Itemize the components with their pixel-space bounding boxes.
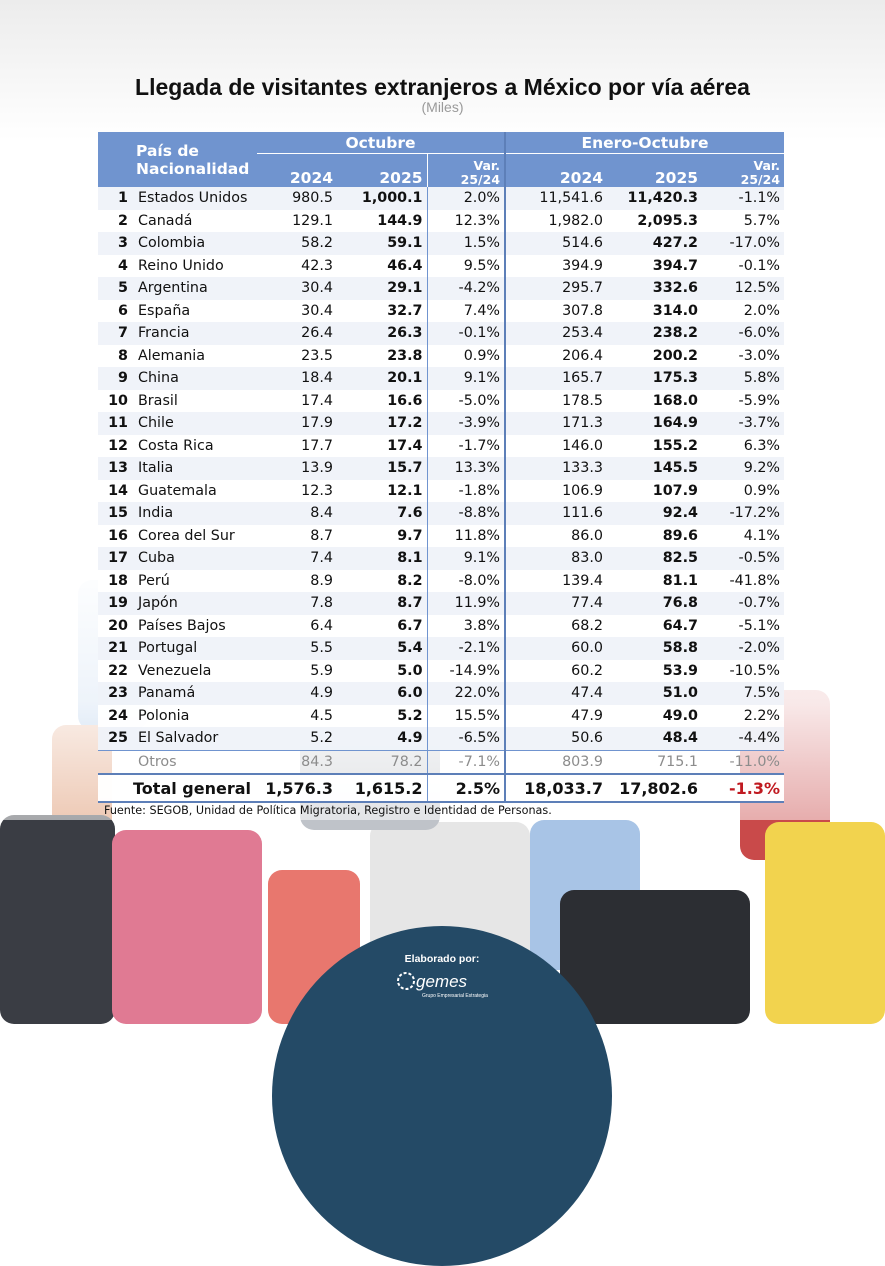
- cell-ytd-2024: 60.0: [505, 637, 607, 660]
- cell-country: Cuba: [134, 547, 257, 570]
- cell-rank: 21: [98, 637, 134, 660]
- cell-oct-var: -1.7%: [427, 435, 505, 458]
- cell-oct-var: 15.5%: [427, 705, 505, 728]
- cell-ytd-2025: 2,095.3: [607, 210, 702, 233]
- cell-ytd-2025: 394.7: [607, 255, 702, 278]
- table-row: [98, 300, 784, 323]
- otros-label: Otros: [134, 750, 257, 774]
- cell-ytd-var: -3.0%: [702, 345, 784, 368]
- cell-rank: 4: [98, 255, 134, 278]
- cell-oct-var: -14.9%: [427, 660, 505, 683]
- cell-ytd-var: 9.2%: [702, 457, 784, 480]
- otros-ytd-var: -11.0%: [702, 750, 784, 774]
- cell-ytd-var: 4.1%: [702, 525, 784, 548]
- cell-ytd-2024: 86.0: [505, 525, 607, 548]
- cell-oct-var: -4.2%: [427, 277, 505, 300]
- table-body: [98, 187, 784, 750]
- cell-oct-var: 3.8%: [427, 615, 505, 638]
- cell-oct-2024: 8.7: [257, 525, 337, 548]
- otros-oct-var: -7.1%: [427, 750, 505, 774]
- cell-oct-var: -5.0%: [427, 390, 505, 413]
- header-ytd-var: [702, 154, 784, 188]
- otros-oct-2024: 84.3: [257, 750, 337, 774]
- cell-rank: 17: [98, 547, 134, 570]
- cell-ytd-2025: 168.0: [607, 390, 702, 413]
- cell-country: China: [134, 367, 257, 390]
- cell-ytd-var: -2.0%: [702, 637, 784, 660]
- table-row: [98, 255, 784, 278]
- cell-ytd-2024: 133.3: [505, 457, 607, 480]
- cell-oct-2025: 1,000.1: [337, 187, 427, 210]
- cell-oct-var: 9.1%: [427, 367, 505, 390]
- cell-country: Canadá: [134, 210, 257, 233]
- cell-rank: 5: [98, 277, 134, 300]
- cell-ytd-2025: 200.2: [607, 345, 702, 368]
- total-ytd-2024: 18,033.7: [505, 774, 607, 802]
- cell-oct-2025: 12.1: [337, 480, 427, 503]
- cell-oct-2025: 32.7: [337, 300, 427, 323]
- otros-oct-2025: 78.2: [337, 750, 427, 774]
- cell-oct-2025: 20.1: [337, 367, 427, 390]
- cell-oct-2024: 12.3: [257, 480, 337, 503]
- gemes-logo: [392, 966, 492, 1000]
- cell-ytd-2025: 51.0: [607, 682, 702, 705]
- cell-oct-2024: 58.2: [257, 232, 337, 255]
- cell-oct-2024: 7.8: [257, 592, 337, 615]
- cell-ytd-2025: 58.8: [607, 637, 702, 660]
- cell-ytd-2025: 107.9: [607, 480, 702, 503]
- header-group-octubre: Octubre: [257, 132, 505, 154]
- cell-country: Japón: [134, 592, 257, 615]
- cell-ytd-2024: 60.2: [505, 660, 607, 683]
- cell-ytd-2024: 307.8: [505, 300, 607, 323]
- cell-rank: 12: [98, 435, 134, 458]
- cell-rank: 19: [98, 592, 134, 615]
- cell-oct-var: -0.1%: [427, 322, 505, 345]
- table-row: [98, 210, 784, 233]
- cell-country: Estados Unidos: [134, 187, 257, 210]
- cell-oct-2024: 17.7: [257, 435, 337, 458]
- cell-rank: 14: [98, 480, 134, 503]
- cell-ytd-var: -6.0%: [702, 322, 784, 345]
- cell-ytd-2024: 1,982.0: [505, 210, 607, 233]
- cell-ytd-2025: 89.6: [607, 525, 702, 548]
- cell-ytd-2024: 206.4: [505, 345, 607, 368]
- table-row: [98, 525, 784, 548]
- cell-oct-var: 13.3%: [427, 457, 505, 480]
- cell-oct-var: -3.9%: [427, 412, 505, 435]
- cell-oct-2024: 18.4: [257, 367, 337, 390]
- cell-oct-2025: 59.1: [337, 232, 427, 255]
- cell-rank: 7: [98, 322, 134, 345]
- otros-rank: [98, 750, 134, 774]
- cell-ytd-var: 0.9%: [702, 480, 784, 503]
- cell-ytd-2025: 48.4: [607, 727, 702, 750]
- logo-wordmark: gemes: [416, 972, 468, 991]
- table-row: [98, 615, 784, 638]
- cell-ytd-var: -0.1%: [702, 255, 784, 278]
- cell-ytd-2025: 145.5: [607, 457, 702, 480]
- cell-rank: 22: [98, 660, 134, 683]
- cell-ytd-2024: 178.5: [505, 390, 607, 413]
- cell-oct-2025: 8.7: [337, 592, 427, 615]
- cell-oct-2025: 17.4: [337, 435, 427, 458]
- cell-ytd-2024: 50.6: [505, 727, 607, 750]
- cell-oct-2025: 6.0: [337, 682, 427, 705]
- cell-oct-2025: 6.7: [337, 615, 427, 638]
- cell-country: Argentina: [134, 277, 257, 300]
- page-background: [0, 0, 885, 140]
- total-ytd-2025: 17,802.6: [607, 774, 702, 802]
- cell-ytd-var: -0.7%: [702, 592, 784, 615]
- cell-ytd-var: -17.2%: [702, 502, 784, 525]
- cell-oct-2024: 980.5: [257, 187, 337, 210]
- table-header: [98, 132, 784, 187]
- table-row: [98, 367, 784, 390]
- total-oct-var: 2.5%: [427, 774, 505, 802]
- cell-oct-2024: 17.9: [257, 412, 337, 435]
- cell-ytd-var: 7.5%: [702, 682, 784, 705]
- table-row: [98, 345, 784, 368]
- cell-oct-2024: 5.9: [257, 660, 337, 683]
- cell-country: Corea del Sur: [134, 525, 257, 548]
- cell-ytd-2025: 53.9: [607, 660, 702, 683]
- total-label: Total general: [98, 774, 257, 802]
- cell-ytd-2024: 139.4: [505, 570, 607, 593]
- cell-ytd-var: -5.1%: [702, 615, 784, 638]
- cell-oct-2024: 42.3: [257, 255, 337, 278]
- cell-ytd-var: 5.7%: [702, 210, 784, 233]
- cell-country: Venezuela: [134, 660, 257, 683]
- cell-ytd-2025: 164.9: [607, 412, 702, 435]
- cell-ytd-2025: 155.2: [607, 435, 702, 458]
- header-oct-var-line1: Var.: [473, 158, 501, 173]
- cell-oct-2024: 8.9: [257, 570, 337, 593]
- cell-rank: 24: [98, 705, 134, 728]
- cell-country: Colombia: [134, 232, 257, 255]
- cell-ytd-var: 2.2%: [702, 705, 784, 728]
- cell-ytd-var: -17.0%: [702, 232, 784, 255]
- luggage-suitcase-black-left: [0, 815, 115, 1024]
- cell-oct-var: 1.5%: [427, 232, 505, 255]
- cell-ytd-var: 2.0%: [702, 300, 784, 323]
- header-country-line2: Nacionalidad: [136, 159, 250, 178]
- cell-ytd-2024: 253.4: [505, 322, 607, 345]
- cell-ytd-var: -41.8%: [702, 570, 784, 593]
- cell-oct-2024: 5.2: [257, 727, 337, 750]
- cell-country: Costa Rica: [134, 435, 257, 458]
- header-oct-2024: 2024: [257, 154, 337, 188]
- table-row-total: [98, 774, 784, 802]
- cell-oct-2025: 17.2: [337, 412, 427, 435]
- table-row: [98, 682, 784, 705]
- header-ytd-2025: 2025: [607, 154, 702, 188]
- header-oct-2025: 2025: [337, 154, 427, 188]
- header-country: [98, 132, 257, 187]
- cell-rank: 16: [98, 525, 134, 548]
- cell-ytd-var: -4.4%: [702, 727, 784, 750]
- luggage-suitcase-pink: [112, 830, 262, 1024]
- cell-oct-2025: 5.0: [337, 660, 427, 683]
- cell-ytd-2024: 146.0: [505, 435, 607, 458]
- cell-rank: 15: [98, 502, 134, 525]
- cell-oct-2024: 30.4: [257, 300, 337, 323]
- cell-oct-2025: 23.8: [337, 345, 427, 368]
- cell-ytd-var: 5.8%: [702, 367, 784, 390]
- cell-country: Italia: [134, 457, 257, 480]
- source-note: Fuente: SEGOB, Unidad de Política Migratoria, Registro e Identidad de Personas.: [104, 804, 552, 817]
- table-row: [98, 705, 784, 728]
- table-row: [98, 592, 784, 615]
- header-ytd-var-line2: 25/24: [740, 172, 781, 187]
- cell-ytd-2025: 81.1: [607, 570, 702, 593]
- cell-oct-2025: 5.2: [337, 705, 427, 728]
- cell-country: India: [134, 502, 257, 525]
- cell-ytd-2024: 171.3: [505, 412, 607, 435]
- cell-country: Reino Unido: [134, 255, 257, 278]
- cell-oct-var: 12.3%: [427, 210, 505, 233]
- cell-oct-2025: 8.1: [337, 547, 427, 570]
- cell-rank: 25: [98, 727, 134, 750]
- cell-oct-var: 11.9%: [427, 592, 505, 615]
- cell-rank: 11: [98, 412, 134, 435]
- logo-tagline: Grupo Empresarial Estrategia: [422, 993, 488, 999]
- cell-ytd-2024: 11,541.6: [505, 187, 607, 210]
- cell-oct-2025: 26.3: [337, 322, 427, 345]
- cell-oct-var: 9.5%: [427, 255, 505, 278]
- cell-oct-2025: 8.2: [337, 570, 427, 593]
- cell-country: Perú: [134, 570, 257, 593]
- cell-oct-var: 0.9%: [427, 345, 505, 368]
- header-group-enero-octubre: Enero-Octubre: [505, 132, 784, 154]
- cell-ytd-var: -1.1%: [702, 187, 784, 210]
- cell-ytd-2025: 64.7: [607, 615, 702, 638]
- table-row: [98, 412, 784, 435]
- cell-rank: 13: [98, 457, 134, 480]
- table-footer: [98, 750, 784, 802]
- cell-ytd-2025: 82.5: [607, 547, 702, 570]
- cell-rank: 1: [98, 187, 134, 210]
- cell-oct-2025: 15.7: [337, 457, 427, 480]
- cell-oct-2024: 5.5: [257, 637, 337, 660]
- cell-ytd-2025: 314.0: [607, 300, 702, 323]
- header-country-line1: País de: [136, 141, 199, 160]
- cell-oct-2025: 9.7: [337, 525, 427, 548]
- cell-country: Portugal: [134, 637, 257, 660]
- total-oct-2025: 1,615.2: [337, 774, 427, 802]
- cell-oct-var: -8.0%: [427, 570, 505, 593]
- cell-rank: 8: [98, 345, 134, 368]
- cell-ytd-2024: 394.9: [505, 255, 607, 278]
- cell-oct-2024: 4.9: [257, 682, 337, 705]
- luggage-suitcase-yellow: [765, 822, 885, 1024]
- table-row: [98, 187, 784, 210]
- cell-ytd-var: -10.5%: [702, 660, 784, 683]
- gemes-logo-mark: [398, 972, 488, 999]
- cell-oct-var: -6.5%: [427, 727, 505, 750]
- cell-ytd-2025: 332.6: [607, 277, 702, 300]
- cell-ytd-2025: 92.4: [607, 502, 702, 525]
- cell-oct-2024: 17.4: [257, 390, 337, 413]
- cell-oct-2024: 6.4: [257, 615, 337, 638]
- cell-ytd-var: -3.7%: [702, 412, 784, 435]
- table-row: [98, 390, 784, 413]
- table-row: [98, 322, 784, 345]
- cell-oct-2024: 8.4: [257, 502, 337, 525]
- cell-ytd-2024: 106.9: [505, 480, 607, 503]
- cell-oct-2024: 13.9: [257, 457, 337, 480]
- cell-ytd-2024: 83.0: [505, 547, 607, 570]
- cell-ytd-2025: 49.0: [607, 705, 702, 728]
- cell-ytd-2024: 47.4: [505, 682, 607, 705]
- header-ytd-2024: 2024: [505, 154, 607, 188]
- header-ytd-var-line1: Var.: [753, 158, 781, 173]
- header-oct-var-line2: 25/24: [460, 172, 501, 187]
- table-row: [98, 480, 784, 503]
- otros-ytd-2025: 715.1: [607, 750, 702, 774]
- cell-ytd-2024: 165.7: [505, 367, 607, 390]
- cell-ytd-var: 12.5%: [702, 277, 784, 300]
- total-oct-2024: 1,576.3: [257, 774, 337, 802]
- cell-country: Chile: [134, 412, 257, 435]
- cell-ytd-var: 6.3%: [702, 435, 784, 458]
- cell-rank: 3: [98, 232, 134, 255]
- cell-ytd-var: -5.9%: [702, 390, 784, 413]
- visitors-table: [98, 132, 784, 803]
- cell-oct-2025: 7.6: [337, 502, 427, 525]
- cell-rank: 18: [98, 570, 134, 593]
- cell-oct-2025: 144.9: [337, 210, 427, 233]
- cell-oct-var: 22.0%: [427, 682, 505, 705]
- cell-country: Panamá: [134, 682, 257, 705]
- cell-rank: 20: [98, 615, 134, 638]
- cell-country: El Salvador: [134, 727, 257, 750]
- cell-rank: 9: [98, 367, 134, 390]
- cell-oct-var: 7.4%: [427, 300, 505, 323]
- cell-oct-2024: 4.5: [257, 705, 337, 728]
- table-row: [98, 727, 784, 750]
- cell-oct-2024: 7.4: [257, 547, 337, 570]
- cell-ytd-2025: 175.3: [607, 367, 702, 390]
- table-row: [98, 637, 784, 660]
- cell-ytd-2025: 11,420.3: [607, 187, 702, 210]
- cell-country: Países Bajos: [134, 615, 257, 638]
- cell-country: Guatemala: [134, 480, 257, 503]
- cell-ytd-2024: 111.6: [505, 502, 607, 525]
- cell-oct-2025: 29.1: [337, 277, 427, 300]
- header-oct-var: [427, 154, 505, 188]
- cell-country: Brasil: [134, 390, 257, 413]
- cell-oct-2024: 26.4: [257, 322, 337, 345]
- cell-oct-2025: 4.9: [337, 727, 427, 750]
- otros-ytd-2024: 803.9: [505, 750, 607, 774]
- cell-oct-var: -8.8%: [427, 502, 505, 525]
- page-title: Llegada de visitantes extranjeros a México por vía aérea: [135, 74, 750, 100]
- cell-ytd-var: -0.5%: [702, 547, 784, 570]
- cell-country: Alemania: [134, 345, 257, 368]
- cell-oct-2024: 129.1: [257, 210, 337, 233]
- cell-ytd-2025: 427.2: [607, 232, 702, 255]
- cell-rank: 10: [98, 390, 134, 413]
- cell-oct-var: 2.0%: [427, 187, 505, 210]
- cell-oct-2024: 23.5: [257, 345, 337, 368]
- table-row: [98, 502, 784, 525]
- page-subtitle: (Miles): [421, 99, 464, 115]
- cell-rank: 6: [98, 300, 134, 323]
- cell-country: España: [134, 300, 257, 323]
- cell-oct-2025: 46.4: [337, 255, 427, 278]
- cell-oct-var: -2.1%: [427, 637, 505, 660]
- cell-rank: 23: [98, 682, 134, 705]
- cell-oct-var: 9.1%: [427, 547, 505, 570]
- cell-ytd-2025: 238.2: [607, 322, 702, 345]
- cell-ytd-2025: 76.8: [607, 592, 702, 615]
- table-row: [98, 277, 784, 300]
- cell-country: Francia: [134, 322, 257, 345]
- table-row: [98, 457, 784, 480]
- total-ytd-var: -1.3%: [702, 774, 784, 802]
- cell-ytd-2024: 77.4: [505, 592, 607, 615]
- cell-oct-2025: 16.6: [337, 390, 427, 413]
- cell-ytd-2024: 295.7: [505, 277, 607, 300]
- cell-ytd-2024: 47.9: [505, 705, 607, 728]
- table-row: [98, 232, 784, 255]
- cell-oct-var: 11.8%: [427, 525, 505, 548]
- table-row: [98, 660, 784, 683]
- table-row: [98, 547, 784, 570]
- table-row: [98, 435, 784, 458]
- cell-oct-2024: 30.4: [257, 277, 337, 300]
- table-row: [98, 570, 784, 593]
- cell-country: Polonia: [134, 705, 257, 728]
- made-by-label: Elaborado por:: [404, 953, 480, 965]
- cell-oct-var: -1.8%: [427, 480, 505, 503]
- table-row-otros: [98, 750, 784, 774]
- cell-rank: 2: [98, 210, 134, 233]
- cell-ytd-2024: 68.2: [505, 615, 607, 638]
- cell-oct-2025: 5.4: [337, 637, 427, 660]
- cell-ytd-2024: 514.6: [505, 232, 607, 255]
